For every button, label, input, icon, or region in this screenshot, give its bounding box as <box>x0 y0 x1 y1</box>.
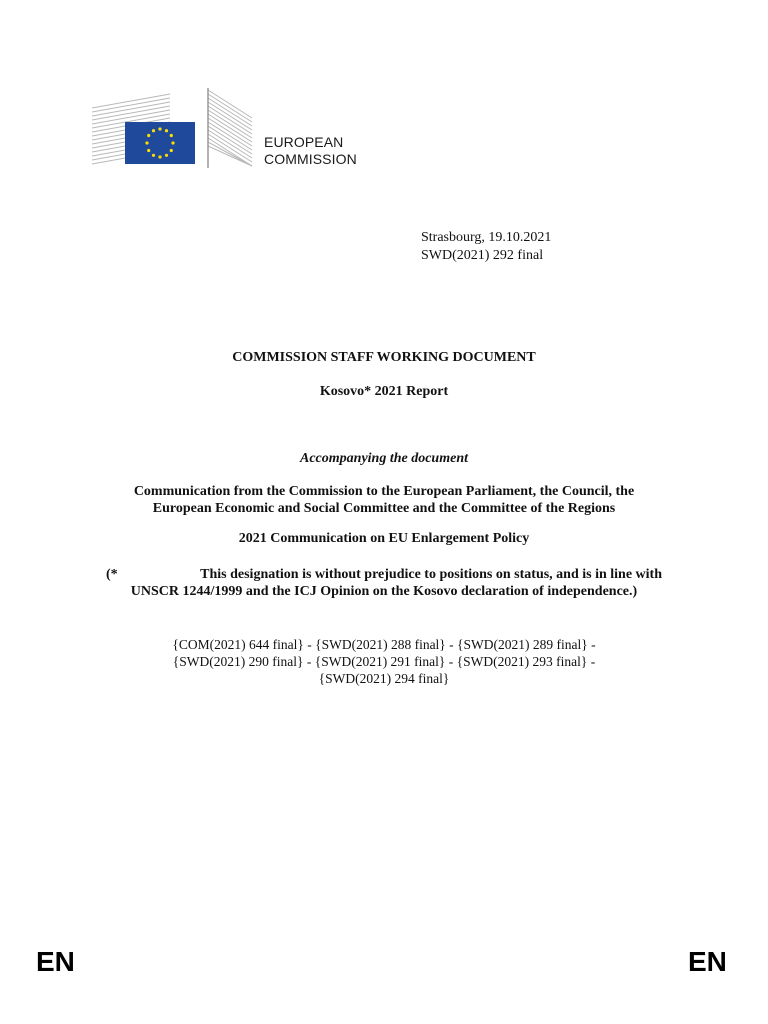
note-line-2: UNSCR 1244/1999 and the ICJ Opinion on the Kosovo declaration of independence.) <box>130 584 638 599</box>
document-meta <box>421 229 551 265</box>
note-line-1: This designation is without prejudice to positions on status, and is in line with <box>200 567 662 582</box>
place-date: Strasbourg, 19.10.2021 <box>421 230 552 245</box>
document-reference: SWD(2021) 292 final <box>421 248 544 263</box>
logo-line-1: EUROPEAN <box>264 134 344 150</box>
language-code-right: EN <box>688 946 727 977</box>
logo-wordmark <box>264 134 357 168</box>
note-asterisk: (* <box>106 567 118 582</box>
communication-title <box>60 483 708 517</box>
designation-note <box>60 566 708 600</box>
refs-line-2: {SWD(2021) 290 final} - {SWD(2021) 291 final} - {SWD(2021) 293 final} - <box>172 654 596 669</box>
european-commission-logo <box>92 88 258 168</box>
related-documents <box>60 636 708 687</box>
language-code-left: EN <box>36 946 75 977</box>
communication-line-1: Communication from the Commission to the European Parliament, the Council, the <box>133 484 635 499</box>
refs-line-1: {COM(2021) 644 final} - {SWD(2021) 288 final} - {SWD(2021) 289 final} - <box>172 637 596 652</box>
policy-title: 2021 Communication on EU Enlargement Policy <box>238 531 530 546</box>
document-title: COMMISSION STAFF WORKING DOCUMENT <box>232 350 536 365</box>
refs-line-3: {SWD(2021) 294 final} <box>318 671 450 686</box>
communication-line-2: European Economic and Social Committee and the Committee of the Regions <box>152 501 616 516</box>
logo-line-2: COMMISSION <box>264 151 357 167</box>
accompanying-label: Accompanying the document <box>300 451 468 466</box>
berlaymont-building-icon <box>92 88 258 168</box>
document-subtitle: Kosovo* 2021 Report <box>319 384 449 399</box>
